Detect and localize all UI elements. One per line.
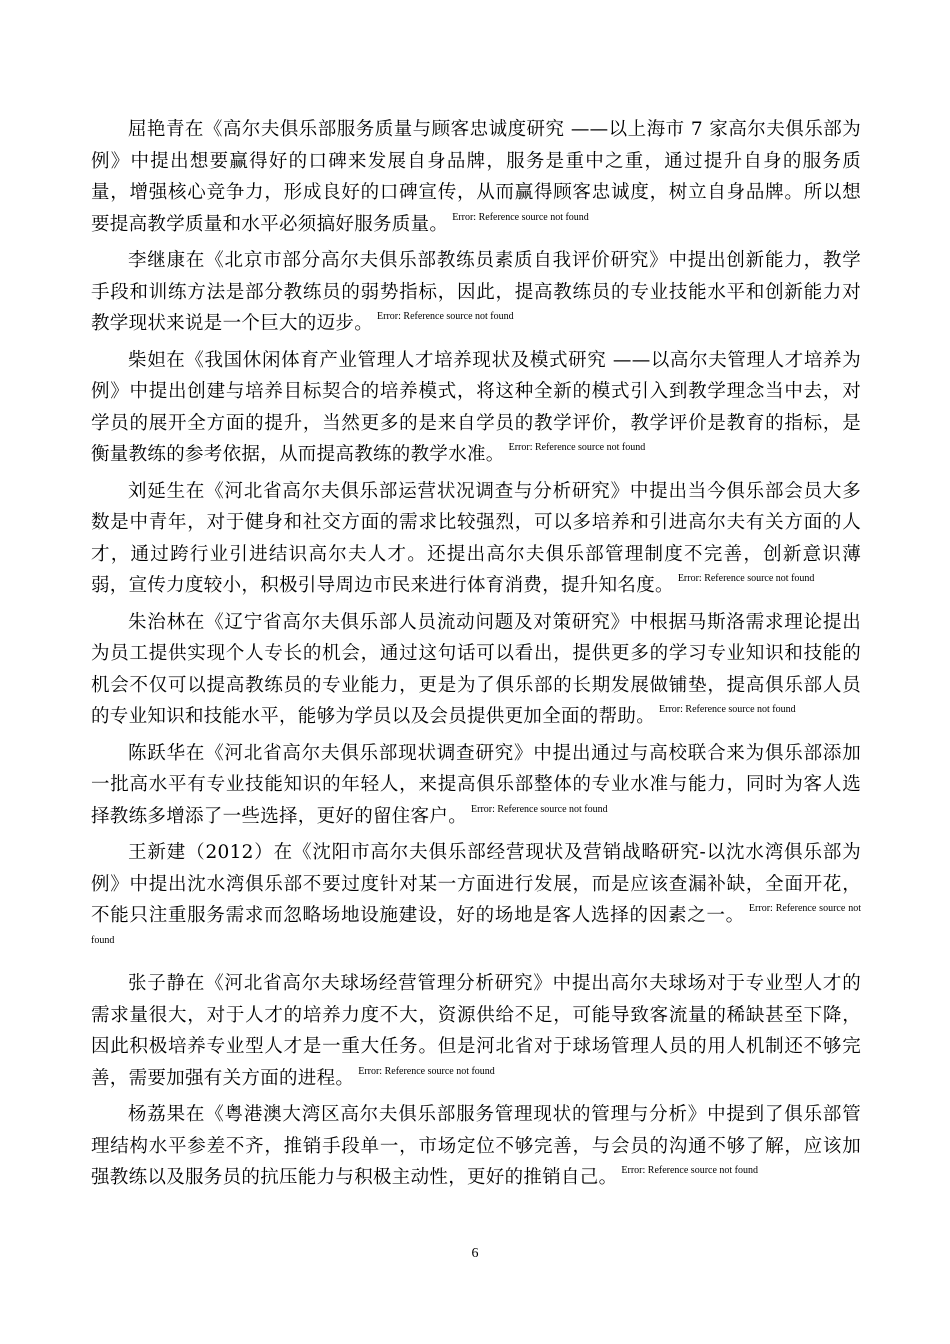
paragraph-5 — [91, 607, 861, 733]
paragraph-2 — [91, 245, 861, 340]
paragraph-6 — [91, 738, 861, 833]
paragraph-text: 李继康在《北京市部分高尔夫俱乐部教练员素质自我评价研究》中提出创新能力，教学手段和训练方法是部分教练员的弱势指标，因此，提高教练员的专业技能水平和创新能力对教学现状来说是一个巨大的迈步。 — [91, 250, 861, 334]
paragraph-text: 王新建（2012）在《沈阳市高尔夫俱乐部经营现状及营销战略研究-以沈水湾俱乐部为例》中提出沈水湾俱乐部不要过度针对某一方面进行发展，而是应该查漏补缺，全面开花，不能只注重服务需求而忽略场地设施建设，好的场地是客人选择的因素之一。 — [91, 842, 861, 926]
paragraph-7 — [91, 837, 861, 963]
paragraph-text: 杨荔果在《粤港澳大湾区高尔夫俱乐部服务管理现状的管理与分析》中提到了俱乐部管理结构水平参差不齐，推销手段单一，市场定位不够完善，与会员的沟通不够了解，应该加强教练以及服务员的抗压能力与积极主动性，更好的推销自己。 — [91, 1104, 861, 1188]
reference-error: Error: Reference source not found — [659, 704, 796, 715]
reference-error: Error: Reference source not found — [377, 311, 514, 322]
paragraph-text: 张子静在《河北省高尔夫球场经营管理分析研究》中提出高尔夫球场对于专业型人才的需求量很大，对于人才的培养力度不大，资源供给不足，可能导致客流量的稀缺甚至下降，因此积极培养专业型人才是一重大任务。但是河北省对于球场管理人员的用人机制还不够完善，需要加强有关方面的进程。 — [91, 973, 861, 1089]
reference-error: Error: Reference source not found — [358, 1065, 495, 1077]
reference-error: Error: Reference source not found — [452, 211, 589, 223]
reference-error: Error: Reference source not found — [621, 1165, 759, 1176]
reference-error: Error: Reference source not found — [91, 903, 861, 946]
document-body — [91, 114, 861, 1199]
reference-error: Error: Reference source not found — [471, 803, 608, 815]
paragraph-4 — [91, 476, 861, 602]
paragraph-3 — [91, 345, 861, 471]
paragraph-text: 柴妲在《我国休闲体育产业管理人才培养现状及模式研究 ——以高尔夫管理人才培养为例》中提出创建与培养目标契合的培养模式，将这种全新的模式引入到教学理念当中去，对学员的展开全方面的提升，当然更多的是来自学员的教学评价，教学评价是教育的指标，是衡量教练的参考依据，从而提高教练的教学水准。 — [91, 349, 861, 465]
page-number: 6 — [471, 1246, 479, 1261]
reference-error: Error: Reference source not found — [508, 442, 646, 453]
paragraph-text: 陈跃华在《河北省高尔夫俱乐部现状调查研究》中提出通过与高校联合来为俱乐部添加一批高水平有专业技能知识的年轻人，来提高俱乐部整体的专业水准与能力，同时为客人选择教练多增添了一些选择，更好的留住客户。 — [91, 742, 861, 827]
paragraph-9 — [91, 1099, 861, 1194]
paragraph-text: 朱治林在《辽宁省高尔夫俱乐部人员流动问题及对策研究》中根据马斯洛需求理论提出为员工提供实现个人专长的机会，通过这句话可以看出，提供更多的学习专业知识和技能的机会不仅可以提高教练员的专业能力，更是为了俱乐部的长期发展做铺垫，提高俱乐部人员的专业知识和技能水平，能够为学员以及会员提供更加全面的帮助。 — [91, 611, 861, 727]
paragraph-text: 屈艳青在《高尔夫俱乐部服务质量与顾客忠诚度研究 ——以上海市 7 家高尔夫俱乐部为例》中提出想要赢得好的口碑来发展自身品牌，服务是重中之重，通过提升自身的服务质量，增强核心竞争力，形成良好的口碑宣传，从而赢得顾客忠诚度，树立自身品牌。所以想要提高教学质量和水平必须搞好服务质量。 — [91, 119, 861, 235]
paragraph-8 — [91, 968, 861, 1094]
reference-error: Error: Reference source not found — [677, 573, 815, 584]
paragraph-text: 刘延生在《河北省高尔夫俱乐部运营状况调查与分析研究》中提出当今俱乐部会员大多数是中青年，对于健身和社交方面的需求比较强烈，可以多培养和引进高尔夫有关方面的人才，通过跨行业引进结识高尔夫人才。还提出高尔夫俱乐部管理制度不完善，创新意识薄弱，宣传力度较小，积极引导周边市民来进行体育消费，提升知名度。 — [91, 480, 861, 596]
paragraph-1 — [91, 114, 861, 240]
